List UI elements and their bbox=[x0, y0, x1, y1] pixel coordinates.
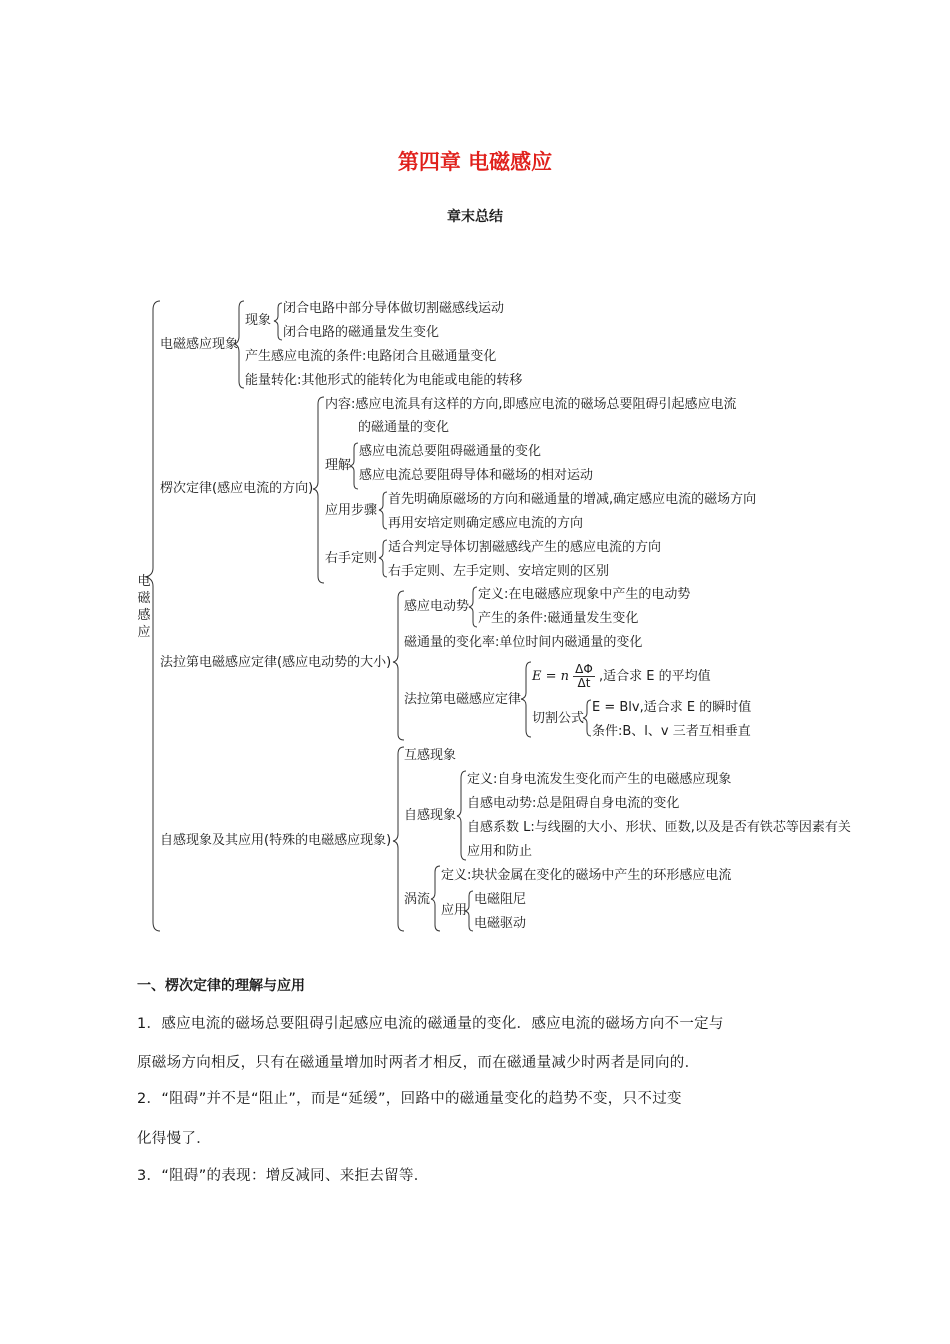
b2-understand-label: 理解 bbox=[325, 458, 352, 473]
bracket-b3-law bbox=[521, 662, 531, 737]
b4-a1: 电磁阻尼 bbox=[474, 892, 527, 907]
b2-label: 楞次定律(感应电流的方向) bbox=[160, 481, 314, 496]
b3-c2: 条件:B、l、v 三者互相垂直 bbox=[592, 724, 751, 739]
b3-e1: 定义:在电磁感应现象中产生的电动势 bbox=[478, 587, 691, 602]
bracket-b2-right bbox=[379, 540, 387, 577]
b2-s1: 首先明确原磁场的方向和磁通量的增减,确定感应电流的磁场方向 bbox=[388, 492, 757, 507]
b3-faraday-formula bbox=[532, 663, 711, 690]
b4-s2: 自感电动势:总是阻碍自身电流的变化 bbox=[467, 796, 680, 811]
b1-energy: 能量转化:其他形式的能转化为电能或电能的转移 bbox=[245, 373, 523, 388]
b1-phenomenon-label: 现象 bbox=[245, 313, 272, 328]
b2-content-2: 的磁通量的变化 bbox=[358, 420, 450, 435]
formula-note: ,适合求 E 的平均值 bbox=[598, 669, 711, 684]
b4-label: 自感现象及其应用(特殊的电磁感应现象) bbox=[160, 833, 392, 848]
para-2-line-1: 2．“阻碍”并不是“阻止”，而是“延缓”，回路中的磁通量变化的趋势不变，只不过变 bbox=[137, 1091, 682, 1107]
b4-self-label: 自感现象 bbox=[404, 808, 457, 823]
b3-e2: 产生的条件:磁通量发生变化 bbox=[478, 611, 639, 626]
bracket-b3-cut bbox=[583, 700, 591, 736]
b4-mutual: 互感现象 bbox=[404, 748, 457, 763]
b4-s3: 自感系数 L:与线圈的大小、形状、匝数,以及是否有铁芯等因素有关 bbox=[467, 820, 851, 835]
b4-s4: 应用和防止 bbox=[467, 844, 533, 859]
section-heading: 一、楞次定律的理解与应用 bbox=[137, 978, 305, 994]
b4-app-label: 应用 bbox=[441, 903, 468, 918]
page-title: 第四章 电磁感应 bbox=[397, 150, 553, 174]
b1-label: 电磁感应现象 bbox=[160, 337, 239, 352]
bracket-b2 bbox=[313, 397, 324, 583]
bracket-b4-self bbox=[457, 771, 466, 860]
root-label: 电磁感应 bbox=[137, 574, 151, 640]
para-1-line-2: 原磁场方向相反，只有在磁通量增加时两者才相反，而在磁通量减少时两者是同向的． bbox=[137, 1055, 700, 1071]
b3-emf-label: 感应电动势 bbox=[404, 599, 470, 614]
formula-numerator: ΔΦ bbox=[575, 662, 593, 676]
b2-r1: 适合判定导体切割磁感线产生的感应电流的方向 bbox=[388, 540, 662, 555]
b2-content-1: 内容:感应电流具有这样的方向,即感应电流的磁场总要阻碍引起感应电流 bbox=[325, 397, 737, 412]
bracket-b1-phenomenon bbox=[274, 303, 282, 340]
bracket-b3 bbox=[393, 591, 404, 740]
bracket-b4-eddy bbox=[431, 866, 440, 931]
formula-lhs: E = n bbox=[532, 669, 570, 684]
b3-c1: E = Blv,适合求 E 的瞬时值 bbox=[592, 700, 752, 715]
b2-right-label: 右手定则 bbox=[325, 551, 378, 566]
b2-r2: 右手定则、左手定则、安培定则的区别 bbox=[388, 564, 610, 579]
b4-s1: 定义:自身电流发生变化而产生的电磁感应现象 bbox=[467, 772, 732, 787]
page-subtitle: 章末总结 bbox=[447, 209, 503, 225]
b1-p2: 闭合电路的磁通量发生变化 bbox=[283, 325, 440, 340]
b3-rate: 磁通量的变化率:单位时间内磁通量的变化 bbox=[404, 635, 643, 650]
para-3: 3．“阻碍”的表现：增反减同、来拒去留等． bbox=[137, 1168, 429, 1184]
bracket-b4 bbox=[393, 747, 404, 931]
formula-denominator: Δt bbox=[577, 676, 591, 690]
b3-label: 法拉第电磁感应定律(感应电动势的大小) bbox=[160, 655, 392, 670]
b3-cut-label: 切割公式 bbox=[532, 711, 585, 726]
para-1-line-1: 1．感应电流的磁场总要阻碍引起感应电流的磁通量的变化．感应电流的磁场方向不一定与 bbox=[137, 1016, 724, 1032]
bracket-b3-emf bbox=[469, 587, 477, 627]
formula-fraction bbox=[573, 663, 595, 690]
para-2-line-2: 化得慢了． bbox=[137, 1131, 211, 1147]
b2-u2: 感应电流总要阻碍导体和磁场的相对运动 bbox=[359, 468, 594, 483]
b2-steps-label: 应用步骤 bbox=[325, 503, 378, 518]
b1-condition: 产生感应电流的条件:电路闭合且磁通量变化 bbox=[245, 349, 497, 364]
b2-u1: 感应电流总要阻碍磁通量的变化 bbox=[359, 444, 542, 459]
b3-law-label: 法拉第电磁感应定律 bbox=[404, 692, 522, 707]
b2-s2: 再用安培定则确定感应电流的方向 bbox=[388, 516, 584, 531]
bracket-b2-steps bbox=[379, 492, 387, 529]
b4-eddy-label: 涡流 bbox=[404, 892, 431, 907]
b4-a2: 电磁驱动 bbox=[474, 916, 527, 931]
b4-ed1: 定义:块状金属在变化的磁场中产生的环形感应电流 bbox=[441, 868, 732, 883]
bracket-b2-understand bbox=[350, 443, 358, 489]
b1-p1: 闭合电路中部分导体做切割磁感线运动 bbox=[283, 301, 505, 316]
